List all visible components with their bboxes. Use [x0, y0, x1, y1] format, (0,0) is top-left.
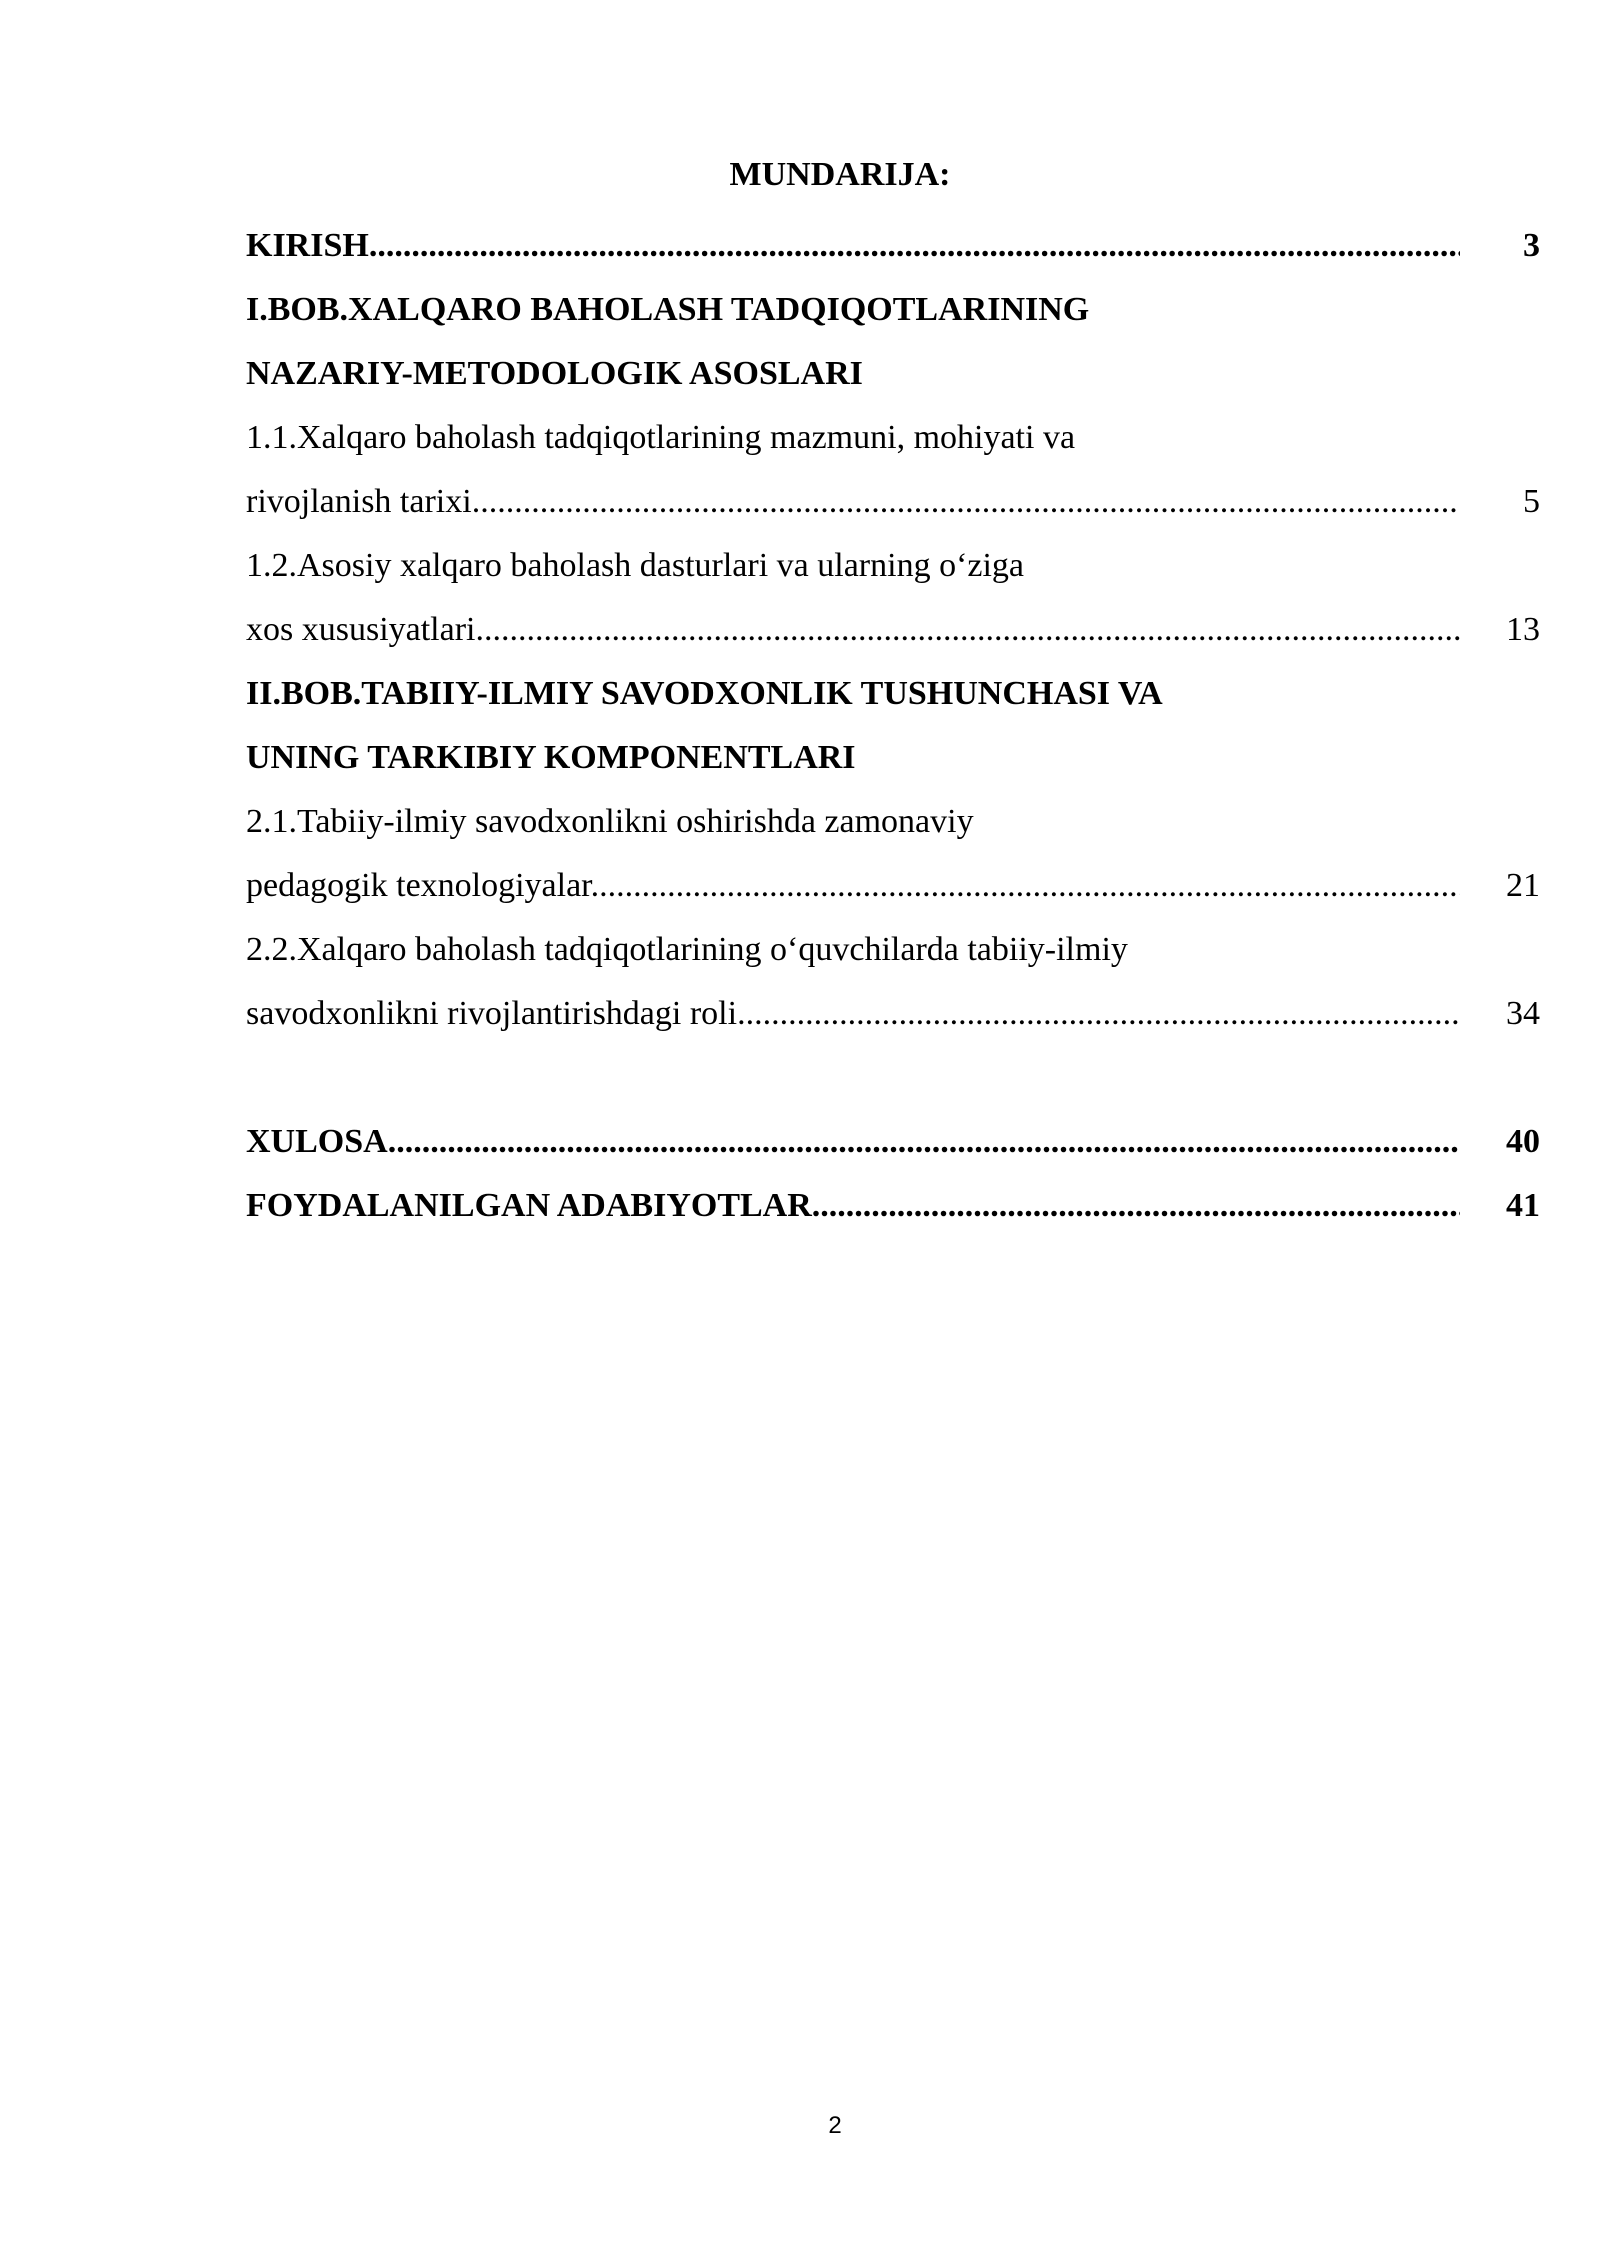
page-number: 2	[828, 2112, 842, 2139]
toc-entry-chapter-2[interactable]	[246, 662, 1540, 726]
toc-entry-section-2-1-cont[interactable]	[246, 854, 1540, 918]
toc-entry-section-1-1-cont[interactable]	[246, 470, 1540, 534]
toc-entry-text: FOYDALANILGAN ADABIYOTLAR .....	[246, 1174, 1460, 1238]
toc-entry-chapter-1[interactable]	[246, 278, 1540, 342]
toc-entry-text: xos xususiyatlari .....	[246, 598, 1460, 662]
toc-entry-page: 5	[1523, 483, 1540, 520]
toc-entry-text: KIRISH .....	[246, 214, 1460, 278]
toc-entry-text: 1.2.Asosiy xalqaro baholash dasturlari va ularning o‘ziga	[246, 547, 1025, 584]
toc-entry-text: NAZARIY-METODOLOGIK ASOSLARI	[246, 355, 863, 392]
toc-entry-page: 21	[1506, 867, 1540, 904]
toc-entry-chapter-2-cont[interactable]	[246, 726, 1540, 790]
toc-entry-text: II.BOB.TABIIY-ILMIY SAVODXONLIK TUSHUNCHASI VA	[246, 675, 1163, 712]
toc-entry-page: 3	[1523, 227, 1540, 264]
toc-entry-section-2-1[interactable]	[246, 790, 1540, 854]
table-of-contents	[246, 214, 1540, 1238]
toc-entry-text: rivojlanish tarixi .....	[246, 470, 1460, 534]
toc-entry-text: I.BOB.XALQARO BAHOLASH TADQIQOTLARINING	[246, 291, 1090, 328]
toc-entry-text: XULOSA .....	[246, 1110, 1460, 1174]
toc-entry-page: 41	[1506, 1187, 1540, 1224]
toc-entry-page: 40	[1506, 1123, 1540, 1160]
toc-entry-text: pedagogik texnologiyalar .....	[246, 854, 1460, 918]
toc-entry-kirish[interactable]	[246, 214, 1540, 278]
toc-entry-section-2-2-cont[interactable]	[246, 982, 1540, 1046]
toc-title: MUNDARIJA:	[729, 156, 951, 193]
toc-spacer	[246, 1046, 1540, 1110]
toc-entry-text: savodxonlikni rivojlantirishdagi roli .....	[246, 982, 1460, 1046]
toc-entry-page: 13	[1506, 611, 1540, 648]
toc-entry-bibliography[interactable]	[246, 1174, 1540, 1238]
toc-entry-text: UNING TARKIBIY KOMPONENTLARI	[246, 739, 856, 776]
toc-entry-section-1-2[interactable]	[246, 534, 1540, 598]
toc-entry-xulosa[interactable]	[246, 1110, 1540, 1174]
toc-entry-text: 2.2.Xalqaro baholash tadqiqotlarining o‘quvchilarda tabiiy-ilmiy	[246, 931, 1128, 968]
toc-entry-section-1-1[interactable]	[246, 406, 1540, 470]
toc-entry-section-1-2-cont[interactable]	[246, 598, 1540, 662]
toc-entry-text: 2.1.Tabiiy-ilmiy savodxonlikni oshirishda zamonaviy	[246, 803, 974, 840]
toc-entry-section-2-2[interactable]	[246, 918, 1540, 982]
toc-entry-chapter-1-cont[interactable]	[246, 342, 1540, 406]
toc-entry-page: 34	[1506, 995, 1540, 1032]
toc-entry-text: 1.1.Xalqaro baholash tadqiqotlarining mazmuni, mohiyati va	[246, 419, 1076, 456]
